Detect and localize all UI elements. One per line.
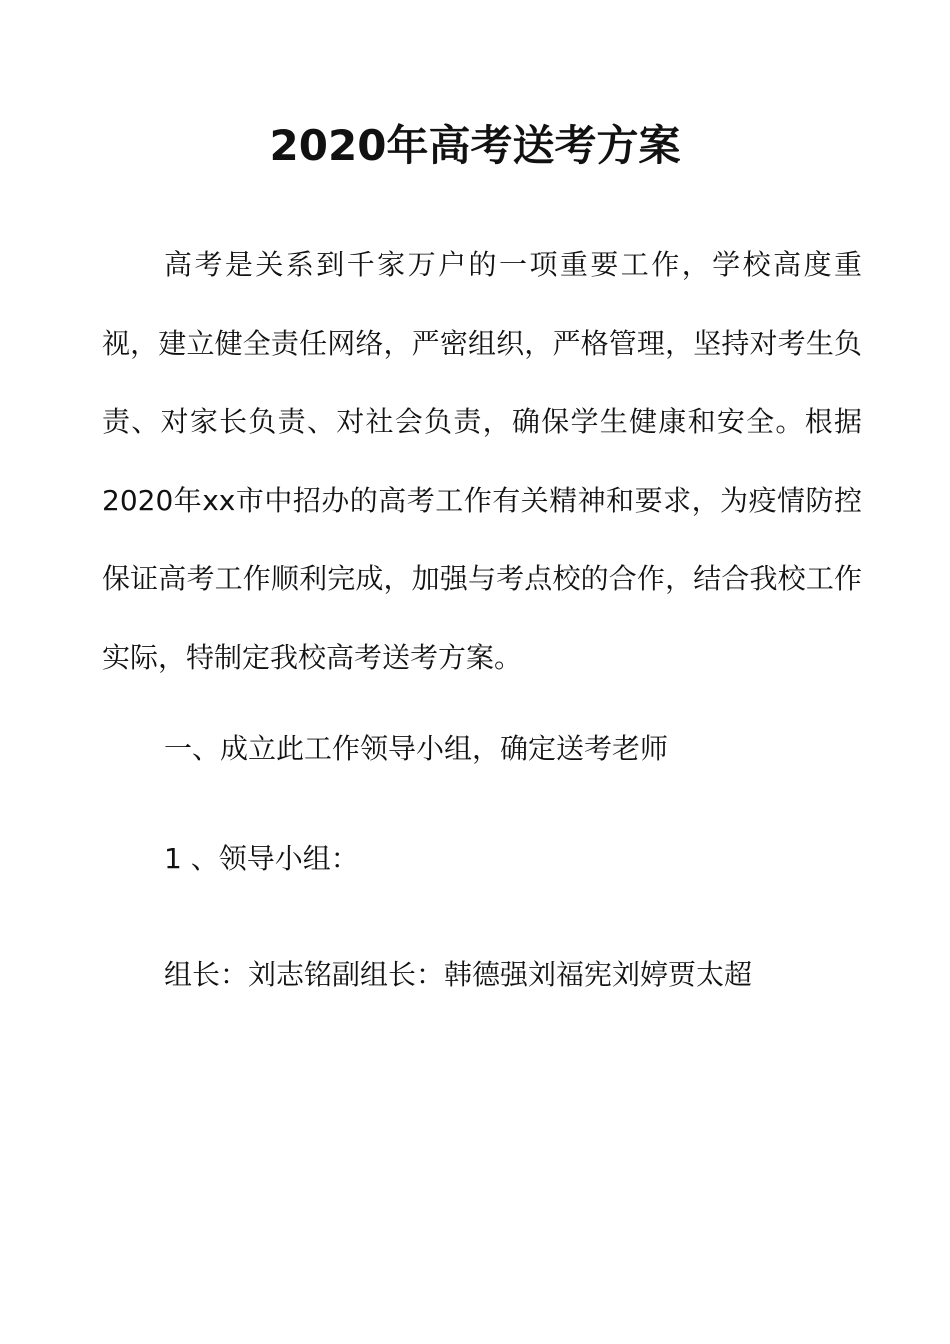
section-heading: 一、成立此工作领导小组，确定送考老师 xyxy=(164,732,669,765)
list-item: 1 、领导小组： xyxy=(164,842,359,875)
document-title: 2020年高考送考方案 xyxy=(269,121,681,170)
intro-paragraph: 高考是关系到千家万户的一项重要工作，学校高度重视，建立健全责任网络，严密组织，严格管理，坚持对考生负责、对家长负责、对社会负责，确保学生健康和安全。根据2020年xx市中招办的高考工作有关精神和要求，为疫情防控保证高考工作顺利完成，加强与考点校的合作，结合我校工作实际，特制定我校高考送考方案。 xyxy=(102,248,862,674)
leaders-line: 组长：刘志铭副组长：韩德强刘福宪刘婷贾太超 xyxy=(164,958,753,991)
